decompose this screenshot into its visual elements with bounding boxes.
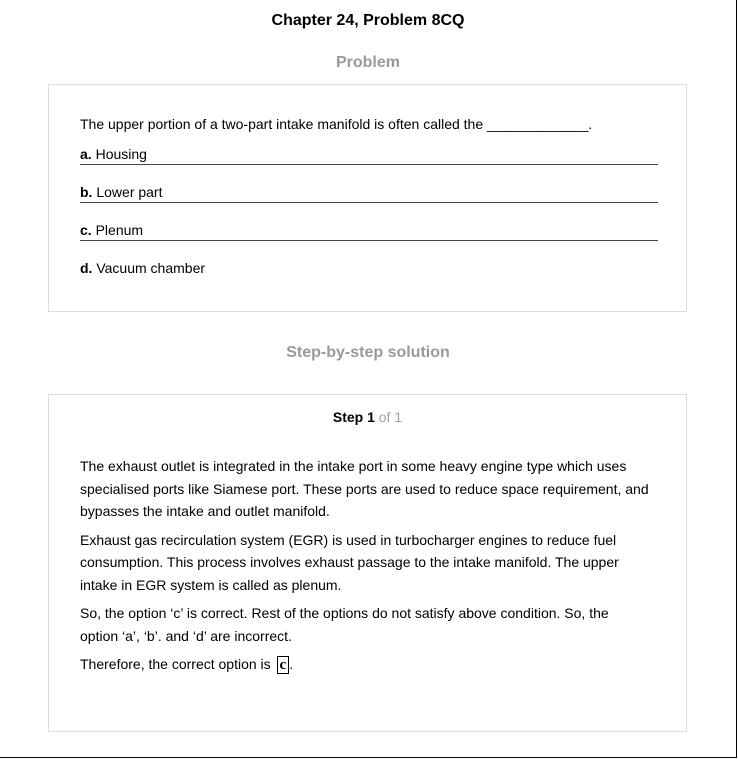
step-title	[49, 409, 686, 425]
problem-heading: Problem	[335, 54, 400, 71]
option-text: Vacuum chamber	[96, 260, 206, 276]
option-a[interactable]	[80, 145, 658, 165]
option-letter: c.	[80, 222, 92, 238]
solution-paragraph: The exhaust outlet is integrated in the intake port in some heavy engine type which uses specialised ports like Siamese port. These ports are used to reduce space requirement, and bypasses the intake and outlet manifold.	[80, 458, 649, 519]
solution-paragraph: Exhaust gas recirculation system (EGR) is used in turbocharger engines to reduce fuel consumption. This process involves exhaust passage to the intake manifold. The upper intake in EGR system is called as plenum.	[80, 531, 619, 593]
solution-heading: Step-by-step solution	[286, 344, 450, 361]
chapter-title: Chapter 24, Problem 8CQ	[271, 12, 465, 29]
conclusion-suffix: .	[289, 656, 294, 672]
conclusion-prefix: Therefore, the correct option is	[80, 656, 271, 672]
option-text: Housing	[95, 146, 147, 162]
option-text: Plenum	[95, 222, 144, 238]
solution-body	[80, 455, 650, 682]
solution-paragraph: So, the option ‘c’ is correct. Rest of the options do not satisfy above condition. So, the option ‘a’, ‘b’. and ‘d’ are incorrect.	[80, 605, 609, 644]
option-text: Lower part	[96, 184, 163, 200]
question-text: The upper portion of a two-part intake manifold is often called the _____________.	[80, 116, 593, 132]
step-label: Step 1	[332, 409, 375, 425]
option-letter: b.	[80, 184, 93, 200]
solution-card	[48, 394, 687, 732]
option-letter: d.	[80, 260, 93, 276]
options-list	[80, 145, 658, 277]
solution-conclusion	[80, 653, 650, 676]
option-c[interactable]	[80, 221, 658, 241]
answer-box: c	[277, 656, 290, 674]
option-d[interactable]	[80, 259, 658, 277]
problem-card	[48, 84, 687, 312]
step-count: of 1	[378, 409, 403, 425]
option-letter: a.	[80, 146, 92, 162]
option-b[interactable]	[80, 183, 658, 203]
